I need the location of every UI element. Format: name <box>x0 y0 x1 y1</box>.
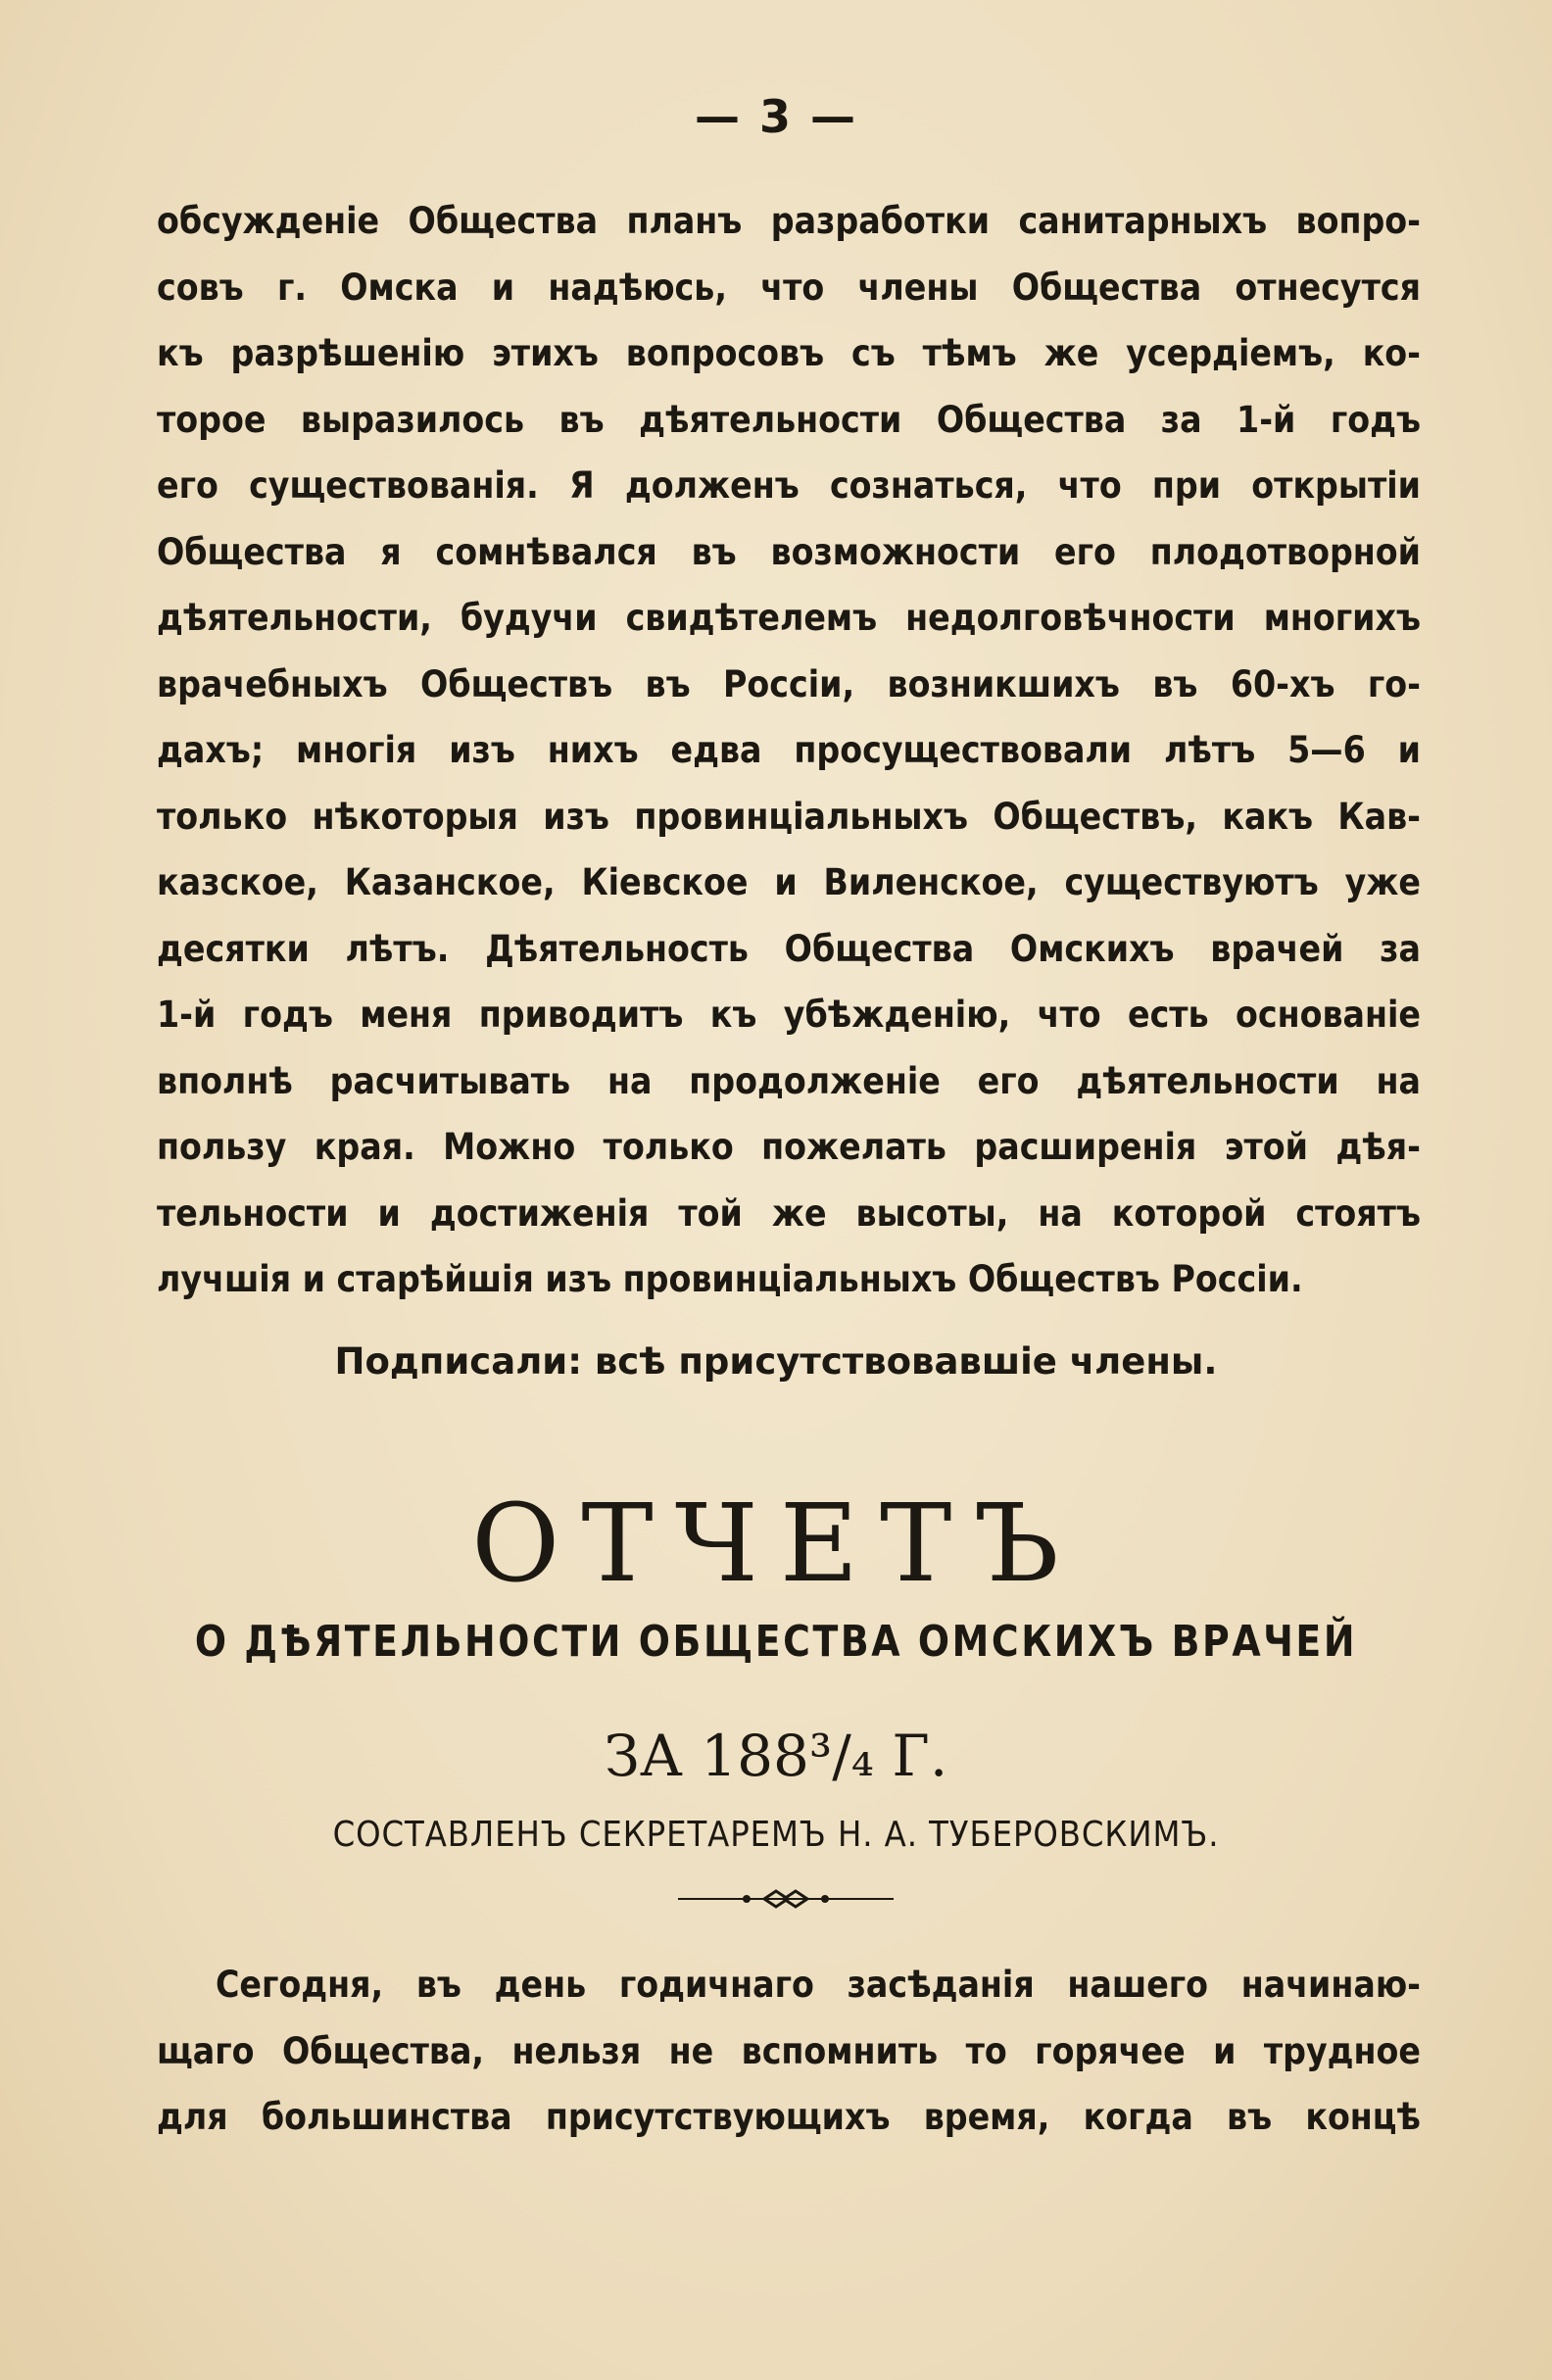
text-line: дѣятельности, будучи свидѣтелемъ недолговѣчности многихъ <box>157 597 1421 639</box>
text-line: пользу края. Можно только пожелать расширенія этой дѣя- <box>157 1126 1421 1168</box>
text-line: лучшія и старѣйшія изъ провинціальныхъ Обществъ Россіи. <box>157 1258 1303 1300</box>
text-line: торое выразилось въ дѣятельности Общества за 1-й годъ <box>157 398 1421 441</box>
page-number: — 3 — <box>694 90 858 143</box>
body-paragraph-1 <box>157 188 1421 1313</box>
text-line: совъ г. Омска и надѣюсь, что члены Общества отнесутся <box>157 266 1421 309</box>
text-line: его существованія. Я долженъ сознаться, что при открытіи <box>157 464 1421 507</box>
text-line: только нѣкоторыя изъ провинціальныхъ Обществъ, какъ Кав- <box>157 795 1421 838</box>
text-line: щаго Общества, нельзя не вспомнить то горячее и трудное <box>157 2029 1421 2072</box>
report-subtitle: О ДѢЯТЕЛЬНОСТИ ОБЩЕСТВА ОМСКИХЪ ВРАЧЕЙ <box>194 1617 1358 1667</box>
text-line: дахъ; многія изъ нихъ едва просуществовали лѣтъ 5—6 и <box>157 729 1421 771</box>
text-line: Общества я сомнѣвался въ возможности его плодотворной <box>157 530 1421 573</box>
body-paragraph-2 <box>157 1952 1421 2151</box>
text-line: къ разрѣшенію этихъ вопросовъ съ тѣмъ же усердіемъ, ко- <box>157 332 1421 374</box>
text-line: десятки лѣтъ. Дѣятельность Общества Омскихъ врачей за <box>157 927 1421 970</box>
report-year: ЗА 188³/₄ Г. <box>604 1723 948 1789</box>
report-author: СОСТАВЛЕНЪ СЕКРЕТАРЕМЪ Н. А. ТУБЕРОВСКИМЪ. <box>332 1815 1220 1855</box>
text-line: врачебныхъ Обществъ въ Россіи, возникшихъ въ 60-хъ го- <box>157 662 1421 705</box>
text-line: обсужденіе Общества планъ разработки санитарныхъ вопро- <box>157 200 1421 242</box>
text-line: 1-й годъ меня приводитъ къ убѣжденію, что есть основаніе <box>157 994 1421 1036</box>
text-line: казское, Казанское, Кіевское и Виленское, существуютъ уже <box>157 861 1421 903</box>
text-line: тельности и достиженія той же высоты, на которой стоятъ <box>157 1191 1421 1235</box>
report-title: ОТЧЕТЪ <box>471 1481 1081 1606</box>
signature-line: Подписали: всѣ присутствовавшіе члены. <box>334 1340 1218 1383</box>
ornament-divider-icon <box>678 1887 894 1911</box>
text-line: вполнѣ расчитывать на продолженіе его дѣятельности на <box>157 1059 1421 1102</box>
text-line: Сегодня, въ день годичнаго засѣданія нашего начинаю- <box>216 1964 1421 2006</box>
text-line: для большинства присутствующихъ время, когда въ концѣ <box>157 2096 1421 2138</box>
